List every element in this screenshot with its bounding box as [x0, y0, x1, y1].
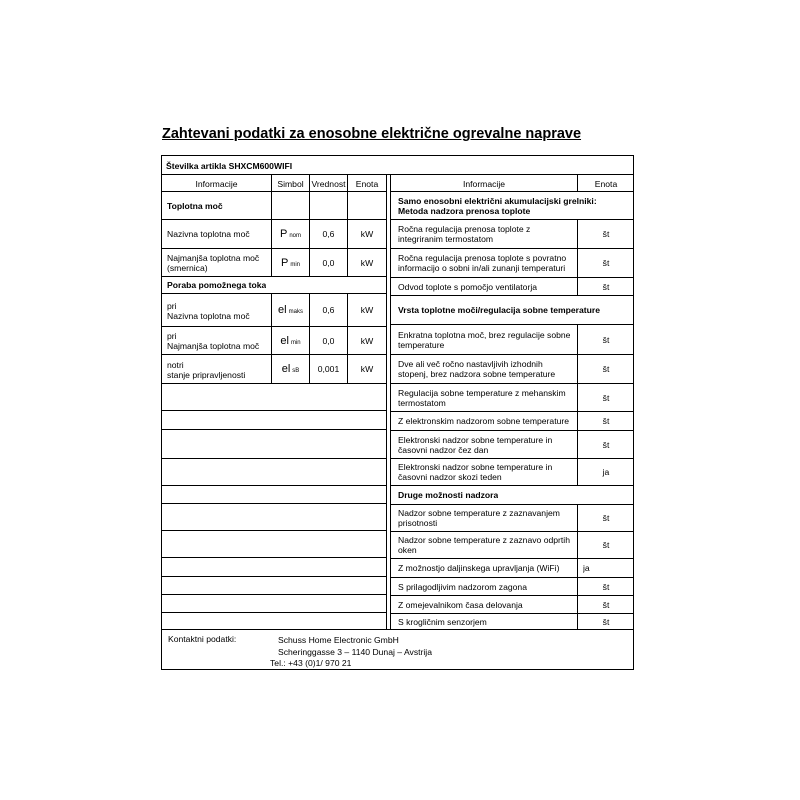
- symbol-subscript: nom: [289, 233, 301, 239]
- row-label-line: prisotnosti: [398, 518, 438, 528]
- unit-cell: kW: [360, 305, 374, 315]
- page-title: Zahtevani podatki za enosobne električne ogrevalne naprave: [162, 126, 582, 142]
- symbol-subscript: min: [290, 261, 300, 268]
- header-info-right: Informacije: [462, 178, 506, 189]
- row-label-line: informacijo o sobni in/ali zunanji temperaturi: [398, 263, 566, 273]
- divider: [161, 594, 387, 595]
- unit-cell: ja: [602, 467, 610, 477]
- divider: [390, 191, 634, 192]
- row-label: S prilagodljivim nadzorom zagona: [398, 581, 527, 592]
- row-label-line: stanje pripravljenosti: [167, 369, 246, 380]
- unit-cell: št: [602, 439, 610, 450]
- row-label-line: Nadzor sobne temperature z zaznavo odprtih: [398, 535, 570, 545]
- unit-cell: št: [602, 540, 610, 550]
- row-label-line: časovni nadzor čez dan: [398, 444, 489, 455]
- value-cell: 0,6: [322, 305, 335, 315]
- row-label-line: stopenj, brez nadzora sobne temperature: [398, 369, 556, 379]
- row-label: [398, 505, 560, 531]
- row-label-line: pri: [167, 301, 177, 311]
- contact-address: Scheringgasse 3 – 1140 Dunaj – Avstrija: [278, 647, 432, 657]
- symbol-subscript: sB: [292, 368, 300, 374]
- unit-cell: št: [602, 392, 610, 403]
- unit-cell: št: [602, 599, 610, 610]
- heat-output-heading: Toplotna moč: [167, 200, 223, 211]
- row-label: S krogličnim senzorjem: [398, 616, 487, 627]
- row-label: [167, 328, 259, 354]
- row-label-line: Najmanjša toplotna moč: [167, 341, 260, 351]
- unit-cell: kW: [360, 364, 374, 374]
- symbol-text: P: [279, 228, 288, 240]
- divider: [161, 612, 387, 613]
- unit-cell: št: [602, 364, 610, 374]
- value-cell: 0,0: [322, 257, 335, 268]
- row-label: Z možnostjo daljinskega upravljanja (WiFi): [398, 563, 560, 573]
- row-label-line: Elektronski nadzor sobne temperature in: [398, 434, 553, 445]
- unit-cell: kW: [360, 229, 374, 239]
- article-number: Številka artikla SHXCM600WIFI: [166, 160, 293, 171]
- row-label: Nazivna toplotna moč: [167, 229, 250, 239]
- unit-cell: št: [602, 416, 610, 426]
- divider: [161, 429, 387, 430]
- symbol-text: el: [280, 334, 289, 347]
- symbol-subscript: maks: [288, 309, 303, 315]
- symbol-text: el: [278, 304, 287, 316]
- unit-cell: št: [602, 616, 610, 627]
- row-label-line: Nazivna toplotna moč: [167, 311, 250, 321]
- row-label-line: oken: [398, 545, 417, 555]
- divider: [386, 174, 387, 629]
- unit-cell: št: [602, 581, 610, 592]
- contact-company: Schuss Home Electronic GmbH: [278, 635, 399, 645]
- unit-cell: kW: [360, 257, 374, 268]
- control-heading: Vrsta toplotne moči/regulacija sobne temperature: [398, 305, 601, 315]
- unit-cell: št: [602, 513, 610, 523]
- symbol-cell: [272, 220, 309, 248]
- header-unit-left: Enota: [355, 178, 379, 189]
- unit-cell: št: [602, 229, 610, 239]
- divider: [161, 410, 387, 411]
- divider: [161, 458, 387, 459]
- heading-line: Metoda nadzora prenosa toplote: [398, 206, 531, 216]
- symbol-text: P: [280, 256, 289, 269]
- divider: [161, 383, 387, 384]
- value-cell: 0,0: [322, 335, 335, 346]
- divider: [161, 485, 387, 486]
- row-label-line: Nadzor sobne temperature z zaznavanjem: [398, 508, 560, 518]
- contact-label: Kontaktni podatki:: [168, 634, 237, 644]
- divider: [161, 576, 387, 577]
- row-label-line: Ročna regulacija prenosa toplote z: [398, 224, 531, 234]
- divider: [390, 174, 391, 629]
- header-unit-right: Enota: [594, 178, 618, 189]
- symbol-text: el: [281, 363, 291, 375]
- row-label: [398, 384, 566, 411]
- row-label: [398, 532, 570, 558]
- row-label-line: Elektronski nadzor sobne temperature in: [398, 462, 553, 472]
- row-label: [167, 356, 245, 383]
- symbol-cell: [272, 249, 309, 276]
- row-label-line: temperature: [398, 339, 445, 350]
- unit-cell: kW: [360, 335, 374, 346]
- row-label: [167, 297, 250, 325]
- row-label-line: integriranim termostatom: [398, 234, 494, 244]
- value-cell: 0,001: [317, 364, 340, 374]
- row-label-line: notri: [167, 359, 184, 370]
- row-label: Z elektronskim nadzorom sobne temperature: [398, 416, 569, 426]
- divider: [161, 629, 634, 630]
- heading-line: Samo enosobni električni akumulacijski grelniki:: [398, 196, 597, 206]
- row-label-line: Najmanjša toplotna moč: [167, 252, 260, 263]
- unit-cell: št: [602, 258, 610, 268]
- row-label: [167, 249, 259, 276]
- contact-phone: Tel.: +43 (0)1/ 970 21: [270, 658, 352, 668]
- symbol-cell: [272, 327, 309, 354]
- row-label: [398, 355, 555, 383]
- row-label: Z omejevalnikom časa delovanja: [398, 599, 523, 610]
- aux-heading: Poraba pomožnega toka: [167, 280, 267, 290]
- symbol-cell: [272, 294, 309, 326]
- symbol-subscript: min: [290, 339, 301, 346]
- row-label: Odvod toplote s pomočjo ventilatorja: [398, 281, 538, 292]
- row-label: [398, 459, 552, 485]
- header-value: Vrednost: [311, 178, 346, 189]
- value-cell: 0,6: [322, 229, 335, 239]
- storage-heading: [398, 193, 597, 219]
- header-info-left: Informacije: [195, 178, 238, 189]
- row-label-line: termostatom: [398, 397, 446, 408]
- symbol-cell: [272, 355, 309, 383]
- row-label-line: Dve ali več ročno nastavljivih izhodnih: [398, 359, 543, 369]
- row-label: [398, 325, 570, 354]
- unit-cell: št: [602, 281, 610, 292]
- row-label: [398, 249, 566, 277]
- row-label: [398, 431, 552, 458]
- divider: [161, 530, 387, 531]
- row-label: [398, 220, 530, 248]
- row-label-line: Enkratna toplotna moč, brez regulacije sobne: [398, 329, 571, 340]
- header-symbol: Simbol: [277, 178, 304, 189]
- divider: [161, 503, 387, 504]
- unit-cell: št: [602, 334, 610, 345]
- divider: [161, 557, 387, 558]
- row-label-line: (smernica): [167, 262, 208, 273]
- unit-cell: ja: [583, 563, 590, 573]
- row-label-line: Regulacija sobne temperature z mehanskim: [398, 387, 566, 398]
- row-label-line: pri: [167, 331, 177, 341]
- other-heading: Druge možnosti nadzora: [398, 490, 499, 500]
- row-label-line: časovni nadzor skozi teden: [398, 472, 502, 482]
- row-label-line: Ročna regulacija prenosa toplote s povratno: [398, 253, 567, 263]
